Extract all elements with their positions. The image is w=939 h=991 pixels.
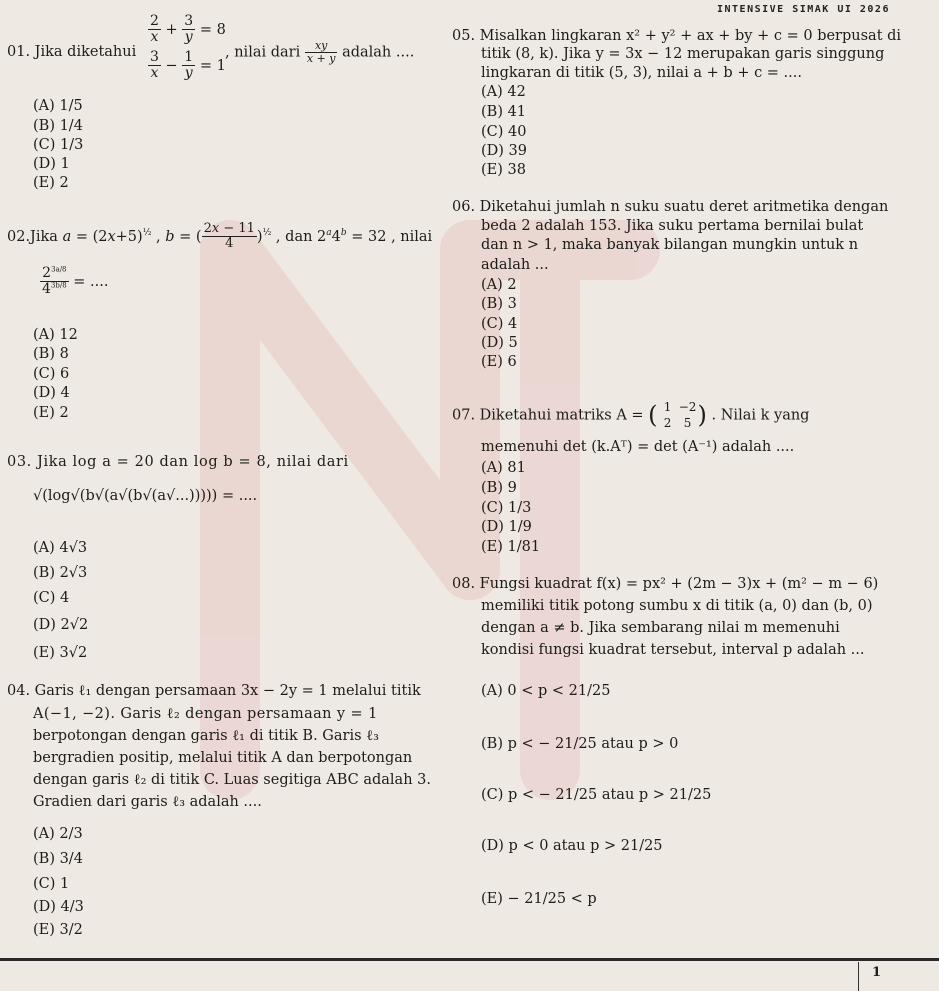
matrix-a21: 2 [663,415,672,430]
q06-option-b: (B) 3 [481,296,517,312]
q07-line-1: 07. Diketahui matriks A = ( 1 −2 2 5 ) . Nilai k yang [452,400,810,430]
matrix-a22: 5 [683,415,692,430]
q01-option-b: (B) 1/4 [33,118,83,134]
q08-line-2: memiliki titik potong sumbu x di titik (a, 0) dan (b, 0) [481,598,873,614]
q07-option-a: (A) 81 [481,460,526,476]
q01-eq2: $\frac{3}{x}$ − $\frac{1}{y}$ = 1 [150,49,226,82]
q08-line-1: 08. Fungsi kuadrat f(x) = px² + (2m − 3)x + (m² − m − 6) [452,576,879,592]
q03-statement: 03. Jika log a = 20 dan log b = 8, nilai dari [7,454,349,470]
q08-line-3: dengan a ≠ b. Jika sembarang nilai m memenuhi [481,620,840,636]
q04-line-2: A(−1, −2). Garis ℓ₂ dengan persamaan y = 1 [33,706,378,722]
page-number: 1 [872,965,882,980]
q03-expression: √(log√(b√(a√(b√(a√...))))) = .... [33,488,258,504]
q07-option-d: (D) 1/9 [481,519,532,535]
q07-line-2: memenuhi det (k.Aᵀ) = det (A⁻¹) adalah .... [481,439,795,455]
q05-option-c: (C) 40 [481,124,527,140]
q04-option-b: (B) 3/4 [33,851,83,867]
q04-option-e: (E) 3/2 [33,922,83,938]
q01-option-d: (D) 1 [33,156,70,172]
q04-line-1: 04. Garis ℓ₁ dengan persamaan 3x − 2y = 1 melalui titik [7,683,421,699]
q08-line-4: kondisi fungsi kuadrat tersebut, interval p adalah ... [481,642,865,658]
q08-option-a: (A) 0 < p < 21/25 [481,683,611,699]
q05-option-d: (D) 39 [481,143,527,159]
q04-option-c: (C) 1 [33,876,70,892]
q02-expression: $\frac{2^{3a/8}}{4^{3b/8}}$ = .... [42,265,109,298]
matrix-a11: 1 [663,400,672,414]
q06-option-c: (C) 4 [481,316,518,332]
q08-option-e: (E) − 21/25 < p [481,891,597,907]
q04-line-3: berpotongan dengan garis ℓ₁ di titik B. Garis ℓ₃ [33,728,379,744]
q03-option-e: (E) 3√2 [33,645,88,661]
q06-line-4: adalah ... [481,257,549,273]
q02-option-a: (A) 12 [33,327,78,343]
q02-option-c: (C) 6 [33,366,70,382]
q06-line-2: beda 2 adalah 153. Jika suku pertama bernilai bulat [481,218,864,234]
q02-option-b: (B) 8 [33,346,69,362]
q04-option-d: (D) 4/3 [33,899,84,915]
q03-option-a: (A) 4√3 [33,540,88,556]
q08-option-d: (D) p < 0 atau p > 21/25 [481,838,663,854]
q06-option-a: (A) 2 [481,277,517,293]
q04-line-4: bergradien positip, melalui titik A dan berpotongan [33,750,413,766]
matrix-a12: −2 [678,400,697,414]
q02-option-d: (D) 4 [33,385,70,401]
q05-option-a: (A) 42 [481,84,526,100]
q03-option-d: (D) 2√2 [33,617,89,633]
q02-statement: 02.Jika $a = (2x+5)^{\frac{1}{2}}$ , b = ( $\frac{2x - 11}{4}$ )$^{\frac{1}{2}}$ , dan $2^a4^b = 32$ , nilai [7,221,433,252]
q04-line-5: dengan garis ℓ₂ di titik C. Luas segitiga ABC adalah 3. [33,772,431,788]
q08-option-c: (C) p < − 21/25 atau p > 21/25 [481,787,712,803]
q01-number: 01. Jika diketahui [7,44,137,60]
q01-prompt: , nilai dari $\frac{xy}{x + y}$ adalah .... [225,39,415,66]
q06-line-3: dan n > 1, maka banyak bilangan mungkin untuk n [481,237,859,253]
q06-option-e: (E) 6 [481,354,517,370]
header-title: INTENSIVE SIMAK UI 2026 [717,4,890,15]
q05-option-e: (E) 38 [481,162,526,178]
q01-option-e: (E) 2 [33,175,69,191]
q02-option-e: (E) 2 [33,405,69,421]
q03-option-b: (B) 2√3 [33,565,88,581]
q07-option-c: (C) 1/3 [481,500,532,516]
q05-line-1: 05. Misalkan lingkaran x² + y² + ax + by + c = 0 berpusat di [452,28,902,44]
q01-option-a: (A) 1/5 [33,98,83,114]
q05-line-2: titik (8, k). Jika y = 3x − 12 merupakan garis singgung [481,46,885,62]
q07-option-e: (E) 1/81 [481,539,541,555]
footer-rule [0,958,939,961]
q05-option-b: (B) 41 [481,104,527,120]
q03-option-c: (C) 4 [33,590,70,606]
q01-eq1: $\frac{2}{x}$ + $\frac{3}{y}$ = 8 [150,13,226,46]
q04-option-a: (A) 2/3 [33,826,83,842]
q05-line-3: lingkaran di titik (5, 3), nilai a + b + c = .... [481,65,802,81]
q08-option-b: (B) p < − 21/25 atau p > 0 [481,736,679,752]
q04-line-6: Gradien dari garis ℓ₃ adalah .... [33,794,262,810]
q06-option-d: (D) 5 [481,335,518,351]
q06-line-1: 06. Diketahui jumlah n suku suatu deret aritmetika dengan [452,199,889,215]
q07-option-b: (B) 9 [481,480,517,496]
q01-option-c: (C) 1/3 [33,137,84,153]
